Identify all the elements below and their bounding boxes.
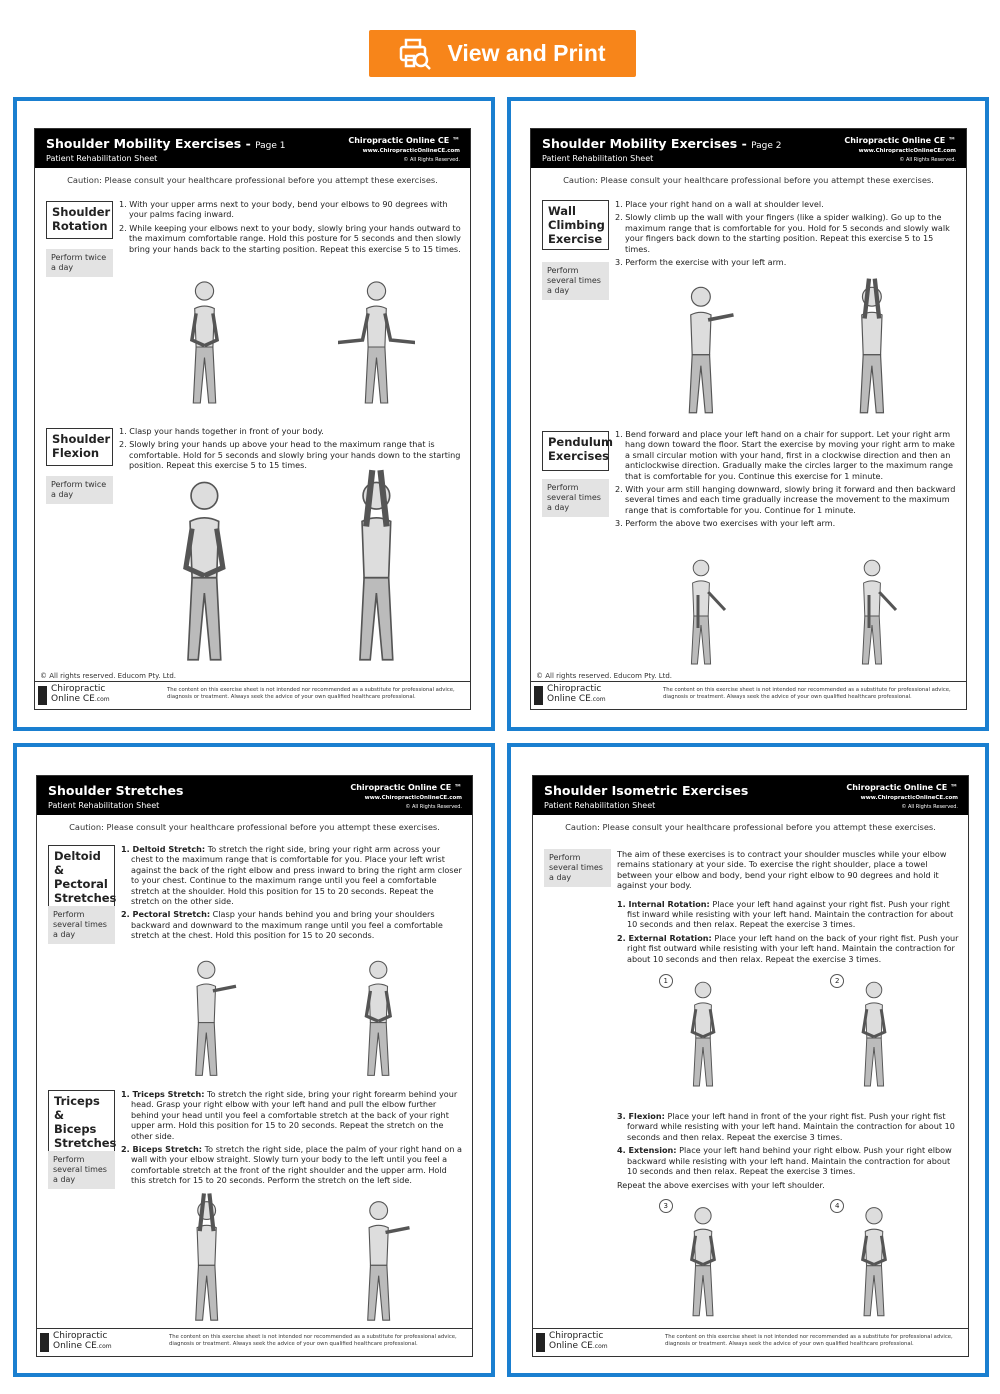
instruction-step [119, 199, 462, 220]
frequency-box: Perform several times a day [542, 479, 609, 517]
frequency-box: Perform several times a day [48, 1151, 115, 1189]
step-heading: 2. External Rotation: [617, 932, 712, 943]
figure-number: 3 [659, 1199, 673, 1213]
instruction-step [121, 1089, 464, 1141]
brand-url: www.ChiropracticOnlineCE.com [364, 795, 462, 801]
step-text: 2. While keeping your elbows next to your body, slowly bring your hands outward to the maximum comfortable range. Hold this posture for 5 seconds and then slowly bring your hands back to the starting position. Repeat this exercise 5 to 15 times. [119, 222, 461, 254]
exercise-name-box: Wall Climbing Exercise [542, 200, 609, 250]
illustrations [119, 469, 462, 674]
step-text: To stretch the right side, bring your right forearm behind your head. Grasp your right elbow with your left hand and pull the elbow further behind your head until you feel a comfortable stretch at the back of your right upper arm. Hold this position for 15 to 20 seconds. Repeat the stretch on the other side. [131, 1089, 458, 1141]
logo-text-line2 [53, 1341, 112, 1352]
instruction-step [617, 1111, 960, 1142]
frequency-box: Perform several times a day [542, 262, 609, 300]
instruction-step [121, 1144, 464, 1186]
instruction-step [615, 212, 958, 254]
logo-text-line2 [51, 694, 110, 705]
logo-text-suffix: .com [590, 696, 606, 703]
logo-text-line2 [549, 1341, 608, 1352]
sheet-page-number: Page 1 [255, 141, 286, 151]
copyright-text: © All rights reserved. Educom Pty. Ltd. [40, 672, 177, 680]
illustrations [121, 954, 464, 1086]
illustrations [617, 976, 960, 1096]
closing-text: Repeat the above exercises with your left shoulder. [617, 1180, 825, 1191]
sheet-title [544, 783, 748, 798]
illustration [170, 950, 243, 1086]
exercise-illustration [839, 550, 905, 670]
illustration [663, 972, 743, 1096]
exercise-illustration [834, 1197, 914, 1322]
brand-name: Chiropractic Online CE ™ [844, 136, 956, 145]
sheet-subtitle: Patient Rehabilitation Sheet [46, 154, 158, 163]
step-text: 1. Bend forward and place your left hand on a chair for support. Let your right arm hang down toward the floor. Start the exercise by moving your right arm to make a small circular motion with your hand, first in a clockwise direction and then an anticlockwise direction. Gradually make the circles larger to the maximum range that is comfortable for you. Continue this exercise for 1 minute. [615, 429, 955, 481]
illustrations [615, 554, 958, 674]
step-text: Clasp your hands behind you and bring your shoulders backward and downward to the maximum range until you feel a comfortable stretch at the chest. Hold this position for 15 to 20 seconds. [131, 909, 443, 941]
sheet-header [37, 776, 472, 815]
step-text: 1. Place your right hand on a wall at shoulder level. [615, 199, 824, 209]
illustration [832, 275, 912, 424]
figure-number: 4 [830, 1199, 844, 1213]
print-preview-icon [399, 38, 433, 70]
sheet-title [46, 136, 285, 151]
logo-text-suffix: .com [592, 1343, 608, 1350]
illustration [341, 1190, 416, 1331]
instruction-step [615, 484, 958, 515]
caution-text: Caution: Please consult your healthcare professional before you attempt these exercises. [67, 175, 438, 185]
step-text: Place your left hand in front of the your right fist. Push your right fist forward while resisting with your left hand. Maintain the contraction for about 10 seconds and then relax. Repeat the exercise 3 times. [627, 1111, 955, 1142]
logo-spine-icon [534, 686, 543, 705]
sheet-header [35, 129, 470, 168]
logo-text-line2 [547, 694, 606, 705]
sheet-header [531, 129, 966, 168]
sheet-title-text: Shoulder Isometric Exercises [544, 783, 749, 798]
frequency-box: Perform twice a day [46, 476, 113, 504]
illustrations [615, 279, 958, 424]
illustrations [617, 1201, 960, 1326]
brand-url: www.ChiropracticOnlineCE.com [858, 148, 956, 154]
exercise-illustration [166, 270, 243, 410]
caution-text: Caution: Please consult your healthcare professional before you attempt these exercises. [69, 822, 440, 832]
copyright-text: © All rights reserved. Educom Pty. Ltd. [536, 672, 673, 680]
sheet-footer [533, 1328, 968, 1356]
step-text: Place your left hand against your right fist. Push your right fist inward while resisting with your left hand. Maintain the contraction for about 10 seconds and then relax. Repeat the exercise 3 times. [627, 898, 954, 930]
exercise-illustration [169, 1190, 244, 1327]
brand-rights: © All Rights Reserved. [405, 804, 462, 810]
instruction-step [119, 223, 462, 254]
step-heading: 4. Extension: [617, 1145, 677, 1156]
instruction-step [615, 257, 958, 267]
logo-text-line1: Chiropractic [549, 1331, 604, 1341]
illustrations [119, 274, 462, 414]
illustration [338, 270, 415, 414]
logo-text-main: Online CE [51, 694, 95, 704]
step-text: To stretch the right side, bring your right arm across your chest to the maximum range that is comfortable for you. Place your left wrist against the back of the right elbow and press inward to bring the right arm closer to your chest. Continue to the maximum range until you feel a comfortable stretch at the shoulder. Hold this position for 15 to 20 seconds. Repeat the stretch on the other side. [131, 844, 462, 907]
exercise-illustration [148, 465, 261, 670]
frequency-box: Perform several times a day [48, 906, 115, 944]
instruction-step [121, 844, 464, 906]
view-and-print-label: View and Print [447, 40, 606, 66]
step-heading: 2. Biceps Stretch: [121, 1144, 203, 1155]
figure-number: 2 [830, 974, 844, 988]
exercise-illustration [834, 972, 914, 1092]
instruction-step [615, 429, 958, 481]
logo-text-suffix: .com [96, 1343, 112, 1350]
illustration [834, 1197, 914, 1326]
exercise-illustration [338, 270, 415, 410]
sheet-footer [35, 681, 470, 709]
step-text: Place your left hand on the back of your right fist. Push your right fist outward while resisting with your left hand. Maintain the contraction for about 10 seconds and then relax. Repeat the exercise 3 times. [627, 932, 959, 964]
brand-name: Chiropractic Online CE ™ [846, 783, 958, 792]
caution-text: Caution: Please consult your healthcare professional before you attempt these exercises. [563, 175, 934, 185]
exercise-illustration [342, 950, 415, 1082]
illustration [668, 550, 734, 674]
instruction-step [617, 1145, 960, 1176]
logo-text-suffix: .com [94, 696, 110, 703]
step-text: 1. With your upper arms next to your body, bend your elbows to 90 degrees with your palms facing inward. [119, 199, 448, 220]
logo-spine-icon [536, 1333, 545, 1352]
illustration [166, 270, 243, 414]
exercise-illustration [320, 465, 433, 670]
illustration [834, 972, 914, 1096]
disclaimer-text: The content on this exercise sheet is not intended nor recommended as a substitute for professional advice, diagnosis or treatment. Always seek the advice of your own qualified healthcare professional. [169, 1334, 457, 1347]
exercise-illustration [661, 275, 741, 420]
sheet-page-number: Page 2 [751, 141, 782, 151]
instruction-step [615, 518, 958, 528]
exercise-name-box: Triceps & Biceps Stretches [48, 1090, 115, 1154]
step-text: To stretch the right side, place the palm of your right hand on a wall with your elbow straight. Slowly turn your body to the left until you feel a comfortable stretch at the front of the right shoulder and the upper arm. Hold this stretch for 15 to 20 seconds. Perform the stretch on the left side. [131, 1144, 463, 1186]
brand-name: Chiropractic Online CE ™ [348, 136, 460, 145]
exercise-name-box: Shoulder Rotation [46, 201, 113, 239]
instruction-step [617, 899, 960, 930]
exercise-steps [121, 844, 464, 944]
logo-text-line1: Chiropractic [51, 684, 106, 694]
illustration [663, 1197, 743, 1326]
figure-number: 1 [659, 974, 673, 988]
logo-text-main: Online CE [53, 1341, 97, 1351]
disclaimer-text: The content on this exercise sheet is not intended nor recommended as a substitute for professional advice, diagnosis or treatment. Always seek the advice of your own qualified healthcare professional. [665, 1334, 953, 1347]
sheet-title-text: Shoulder Stretches [48, 783, 184, 798]
brand-rights: © All Rights Reserved. [403, 157, 460, 163]
illustration [320, 465, 433, 674]
step-heading: 1. Internal Rotation: [617, 898, 710, 909]
illustration [342, 950, 415, 1086]
exercise-illustration [170, 950, 243, 1082]
instruction-step [615, 199, 958, 209]
brand-name: Chiropractic Online CE ™ [350, 783, 462, 792]
step-heading: 1. Deltoid Stretch: [121, 844, 206, 854]
logo-text-main: Online CE [549, 1341, 593, 1351]
brand-rights: © All Rights Reserved. [901, 804, 958, 810]
exercise-sheet [532, 775, 969, 1357]
exercise-name-box: Pendulum Exercises [542, 431, 609, 471]
illustration [661, 275, 741, 424]
illustration [169, 1190, 244, 1331]
exercise-illustration [832, 275, 912, 420]
sheet-footer [531, 681, 966, 709]
frequency-box: Perform several times a day [544, 849, 611, 887]
caution-text: Caution: Please consult your healthcare professional before you attempt these exercises. [565, 822, 936, 832]
sheet-subtitle: Patient Rehabilitation Sheet [48, 801, 160, 810]
brand-rights: © All Rights Reserved. [899, 157, 956, 163]
brand-url: www.ChiropracticOnlineCE.com [362, 148, 460, 154]
exercise-steps [617, 849, 960, 967]
disclaimer-text: The content on this exercise sheet is not intended nor recommended as a substitute for professional advice, diagnosis or treatment. Always seek the advice of your own qualified healthcare professional. [167, 687, 455, 700]
step-heading: 2. Pectoral Stretch: [121, 909, 211, 920]
exercise-steps [615, 199, 958, 270]
frequency-box: Perform twice a day [46, 249, 113, 277]
step-heading: 3. Flexion: [617, 1111, 665, 1121]
instruction-step [119, 426, 462, 436]
intro-text: The aim of these exercises is to contract your shoulder muscles while your elbow remains stationary at your side. To exercise the right shoulder, place a towel between your elbow and body, bend your right elbow to 90 degrees and hold it against your body. [617, 849, 947, 891]
exercise-illustration [663, 1197, 743, 1322]
exercise-name-box: Deltoid & Pectoral Stretches [48, 845, 115, 909]
step-heading: 1. Triceps Stretch: [121, 1089, 205, 1099]
illustrations [121, 1194, 464, 1331]
step-text: Place your left hand behind your right elbow. Push your right elbow backward while resisting with your left hand. Maintain the contraction for about 10 seconds and then relax. Repeat the exercise 3 times. [627, 1145, 952, 1177]
exercise-sheet [36, 775, 473, 1357]
logo-spine-icon [38, 686, 47, 705]
view-and-print-button[interactable] [369, 30, 636, 77]
logo-text-line1: Chiropractic [547, 684, 602, 694]
logo-text-main: Online CE [547, 694, 591, 704]
sheet-title [48, 783, 183, 798]
exercise-steps [121, 1089, 464, 1189]
sheet-title-text: Shoulder Mobility Exercises - [46, 136, 256, 151]
step-text: 1. Clasp your hands together in front of your body. [119, 426, 324, 436]
logo-text-line1: Chiropractic [53, 1331, 108, 1341]
sheet-footer [37, 1328, 472, 1356]
illustration [148, 465, 261, 674]
sheet-subtitle: Patient Rehabilitation Sheet [544, 801, 656, 810]
exercise-illustration [663, 972, 743, 1092]
exercise-steps [617, 1111, 960, 1199]
sheet-title-text: Shoulder Mobility Exercises - [542, 136, 752, 151]
step-text: 2. Slowly climb up the wall with your fingers (like a spider walking). Go up to the maximum range that is comfortable for you. Hold for 5 seconds and slowly walk your fingers back down to the starting position. Repeat this exercise 5 to 15 times. [615, 212, 950, 254]
logo-spine-icon [40, 1333, 49, 1352]
step-text: 2. Slowly bring your hands up above your head to the maximum range that is comfortable. Hold for 5 seconds and slowly bring your hands down to the starting position. Repeat this exercise 5 to 15 times. [119, 439, 461, 471]
sheet-subtitle: Patient Rehabilitation Sheet [542, 154, 654, 163]
exercise-steps [615, 429, 958, 532]
exercise-sheet [530, 128, 967, 710]
step-text: 2. With your arm still hanging downward, slowly bring it forward and then backward several times and each time gradually increase the movement to the maximum range that is comfortable for you. Continue for 1 minute. [615, 484, 956, 515]
exercise-illustration [341, 1190, 416, 1327]
sheet-title [542, 136, 781, 151]
step-text: 3. Perform the exercise with your left arm. [615, 257, 787, 268]
sheet-header [533, 776, 968, 815]
exercise-illustration [668, 550, 734, 670]
illustration [839, 550, 905, 674]
instruction-step [121, 909, 464, 940]
exercise-steps [119, 199, 462, 257]
exercise-sheet [34, 128, 471, 710]
brand-url: www.ChiropracticOnlineCE.com [860, 795, 958, 801]
disclaimer-text: The content on this exercise sheet is not intended nor recommended as a substitute for professional advice, diagnosis or treatment. Always seek the advice of your own qualified healthcare professional. [663, 687, 951, 700]
step-text: 3. Perform the above two exercises with your left arm. [615, 518, 836, 529]
exercise-name-box: Shoulder Flexion [46, 428, 113, 466]
instruction-step [617, 933, 960, 964]
